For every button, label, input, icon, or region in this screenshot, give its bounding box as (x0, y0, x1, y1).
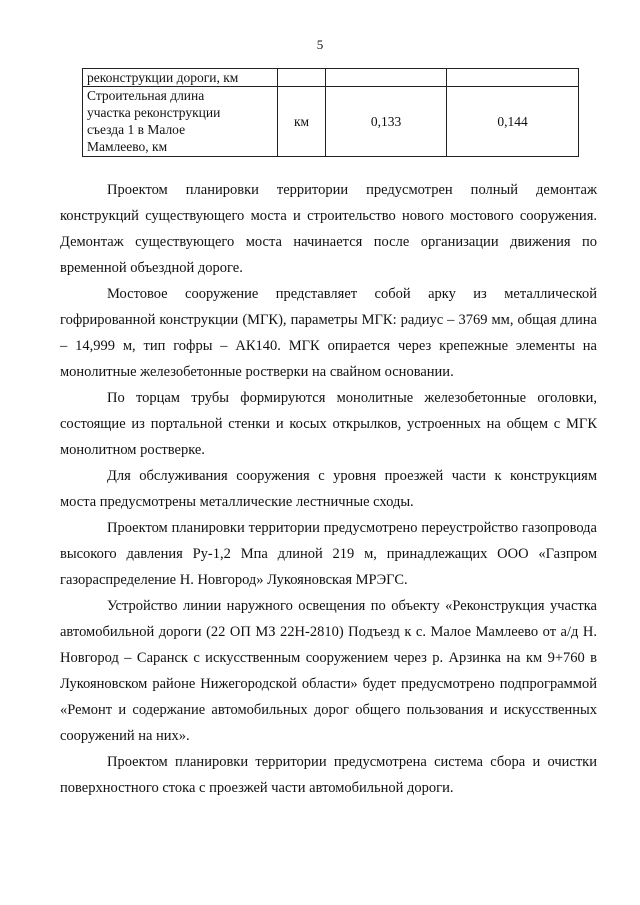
table-cell-name (83, 87, 278, 157)
page-number: 5 (316, 37, 324, 52)
table-cell-unit: км (278, 87, 326, 157)
table-cell-name-line: участка реконструкции (87, 105, 221, 120)
specification-table (82, 68, 579, 157)
paragraph-gas-pipeline: Проектом планировки территории предусмотрено переустройство газопровода высокого давления Ру-1,2 Мпа длиной 219 м, принадлежащих ООО «Газпром газораспределение Н. Новгород» Лукояновская МРЭГС. (60, 520, 597, 588)
table-row (83, 69, 579, 87)
paragraph-demolition: Проектом планировки территории предусмотрен полный демонтаж конструкций существующего моста и строительство нового мостового сооружения. Демонтаж существующего моста начинается после организации движения по временной объездной дороге. (60, 182, 597, 276)
table-cell-name (83, 69, 278, 87)
paragraph-drainage: Проектом планировки территории предусмотрена система сбора и очистки поверхностного стока с проезжей части автомобильной дороги. (60, 754, 597, 796)
paragraph-headwalls: По торцам трубы формируются монолитные железобетонные оголовки, состоящие из портальной стенки и косых открылков, устроенных на общем с МГК монолитном ростверке. (60, 390, 597, 458)
table-cell-value-2: 0,144 (447, 87, 579, 157)
table-cell-unit (278, 69, 326, 87)
table-cell-value-1: 0,133 (326, 87, 447, 157)
document-body (60, 177, 597, 801)
table-cell-name-line: Строительная длина (87, 88, 205, 103)
table-cell-value-2 (447, 69, 579, 87)
table-cell-value-1 (326, 69, 447, 87)
table-cell-name-line: съезда 1 в Малое (87, 122, 186, 137)
paragraph-bridge-structure: Мостовое сооружение представляет собой арку из металлической гофрированной конструкции (МГК), параметры МГК: радиус – 3769 мм, общая длина – 14,999 м, тип гофры – АК140. МГК опирается через крепежные элементы на монолитные железобетонные ростверки на свайном основании. (60, 286, 597, 380)
table-row (83, 87, 579, 157)
paragraph-lighting: Устройство линии наружного освещения по объекту «Реконструкция участка автомобильной дороги (22 ОП МЗ 22Н-2810) Подъезд к с. Малое Мамлеево от а/д Н. Новгород – Саранск с искусственным сооружением через р. Арзинка на км 9+760 в Лукояновском районе Нижегородской области» будет предусмотрено подпрограммой «Ремонт и содержание автомобильных дорог общего пользования и искусственных сооружений на них». (60, 598, 597, 744)
table-cell-name-line: Мамлеево, км (87, 139, 168, 154)
paragraph-stairs: Для обслуживания сооружения с уровня проезжей части к конструкциям моста предусмотрены металлические лестничные сходы. (60, 468, 597, 510)
table-cell-name-line: реконструкции дороги, км (87, 70, 239, 85)
